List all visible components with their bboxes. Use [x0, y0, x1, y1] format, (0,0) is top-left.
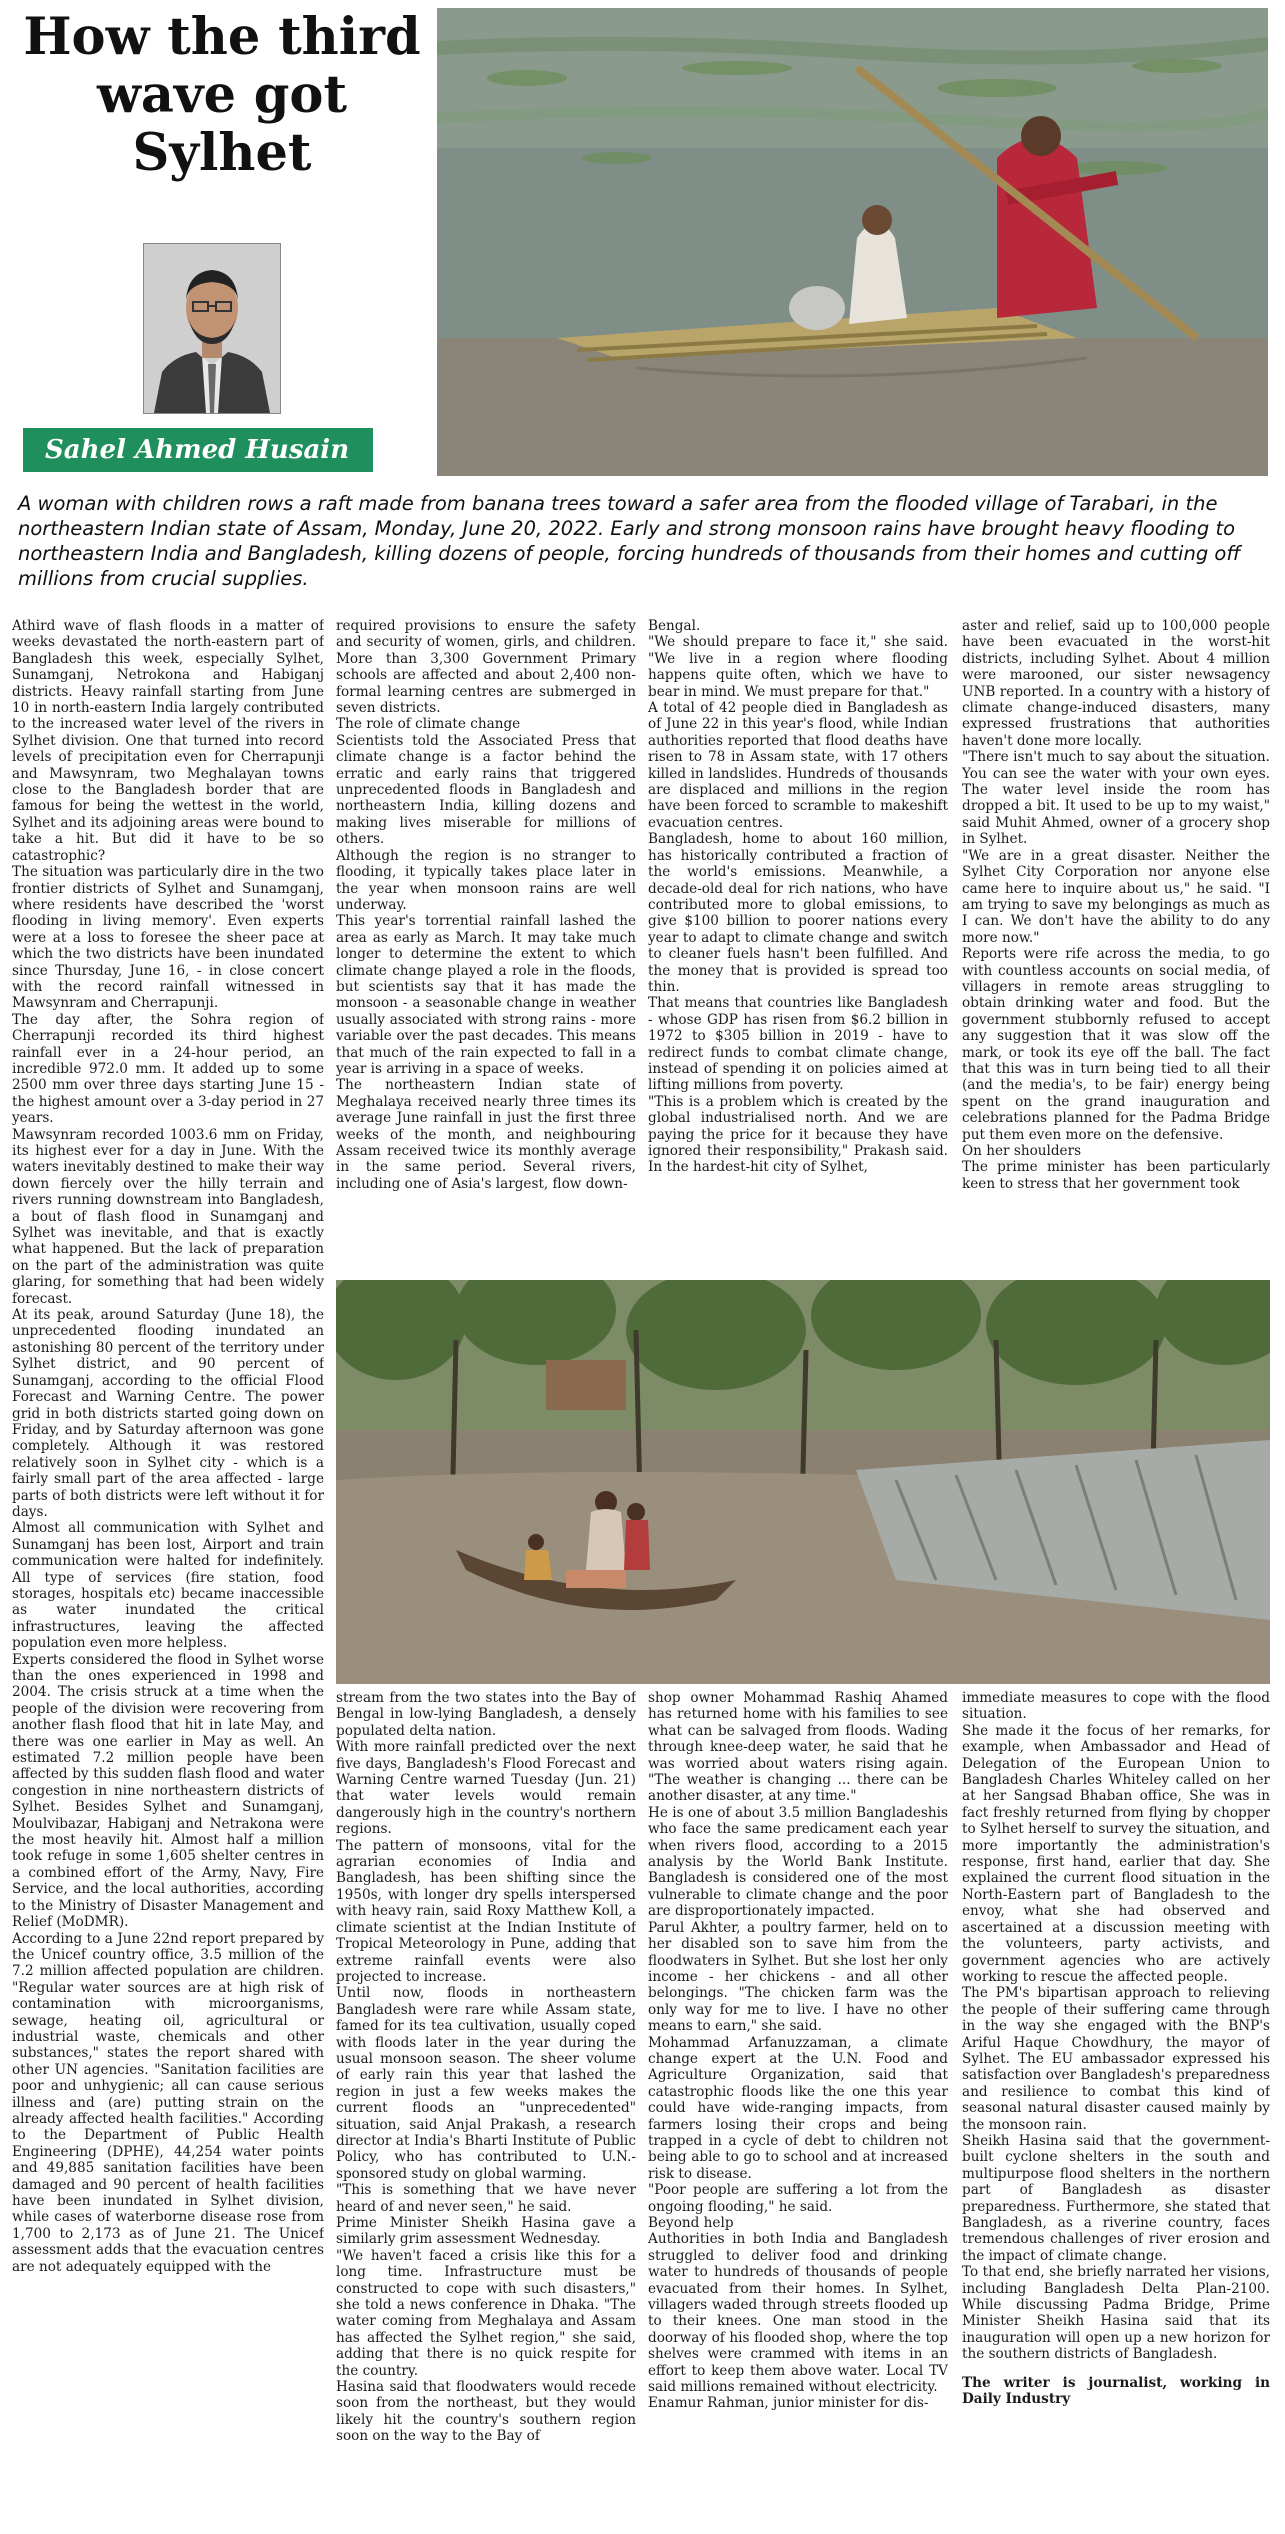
- flooded-village-photo: [336, 1280, 1270, 1684]
- paragraph: "We are in a great disaster. Neither the Sylhet City Corporation nor anyone else came here to inquire about us," he said. "I am trying to save my belongings as much as I can. We don't have the ability to do any more now.": [962, 847, 1270, 946]
- paragraph: Athird wave of flash floods in a matter of weeks devastated the north-eastern part of Bangladesh this week, especially Sylhet, Sunamganj, Netrokona and Habiganj districts. Heavy rainfall starting from June 10 in north-eastern India largely contributed to the increased water level of the rivers in Sylhet division. One that turned into record levels of precipitation even for Cherrapunji and Mawsynram, two Meghalayan towns close to the Bangladesh border that are famous for being the wettest in the world, Sylhet and its adjoining areas were bound to take a hit. But did it have to be so catastrophic?: [12, 618, 324, 864]
- paragraph: "We should prepare to face it," she said. "We live in a region where flooding happens quite often, which we have to bear in mind. We must prepare for that.": [648, 634, 948, 700]
- paragraph: Experts considered the flood in Sylhet worse than the ones experienced in 1998 and 2004. The crisis struck at a time when the people of the division were recovering from another flash flood that hit in late May, and there was one earlier in May as well. An estimated 7.2 million people have been affected by this sudden flash flood and water congestion in nine northeastern districts of Sylhet. Besides Sylhet and Sunamganj, Moulvibazar, Habiganj and Netrakona were the most heavily hit. Almost half a million took refuge in some 1,605 shelter centres in a combined effort of the Army, Navy, Fire Service, and the local authorities, according to the Ministry of Disaster Management and Relief (MoDMR).: [12, 1651, 324, 1931]
- paragraph: The day after, the Sohra region of Cherrapunji recorded its third highest rainfall ever in a 24-hour period, an incredible 972.0 mm. It added up to some 2500 mm over three days starting June 15 - the highest amount over a 3-day period in 27 years.: [12, 1011, 324, 1127]
- paragraph: At its peak, around Saturday (June 18), the unprecedented flooding inundated an astonishing 80 percent of the territory under Sylhet district, and 90 percent of Sunamganj, according to the official Flood Forecast and Warning Centre. The power grid in both districts started going down on Friday, and by Saturday afternoon was gone completely. Although it was restored relatively soon in Sylhet city - which is a fairly small part of the area affected - large parts of both districts were left without it for days.: [12, 1307, 324, 1520]
- paragraph: The northeastern Indian state of Meghalaya received nearly three times its average June rainfall in just the first three weeks of the month, and neighbouring Assam received twice its monthly average in the same period. Several rivers, including one of Asia's largest, flow down-: [336, 1077, 636, 1192]
- paragraph: Reports were rife across the media, to go with countless accounts on social media, of villagers in remote areas struggling to obtain drinking water and food. But the government stubbornly refused to accept any suggestion that it was slow off the mark, or took its eye off the ball. The fact that this was in turn being tied to all their (and the media's, to be fair) energy being spent on the grand inauguration and celebrations planned for the Padma Bridge put them even more on the defensive.: [962, 946, 1270, 1143]
- headline: How the third wave got Sylhet: [23, 7, 421, 183]
- paragraph: stream from the two states into the Bay of Bengal in low-lying Bangladesh, a densely populated delta nation.: [336, 1690, 636, 1739]
- paragraph: To that end, she briefly narrated her visions, including Bangladesh Delta Plan-2100. While discussing Padma Bridge, Prime Minister Sheikh Hasina said that its inauguration will open up a new horizon for the southern districts of Bangladesh.: [962, 2264, 1270, 2363]
- paragraph: Sheikh Hasina said that the government-built cyclone shelters in the south and multipurpose flood shelters in the northern part of Bangladesh as disaster preparedness. Furthermore, she stated that Bangladesh, as a riverine country, faces tremendous challenges of river erosion and the impact of climate change.: [962, 2132, 1270, 2264]
- paragraph: With more rainfall predicted over the next five days, Bangladesh's Flood Forecast and Warning Centre warned Tuesday (Jun. 21) that water levels would remain dangerously high in the country's northern regions.: [336, 1739, 636, 1838]
- author-note: The writer is journalist, working in Daily Industry: [962, 2374, 1270, 2408]
- paragraph: "We haven't faced a crisis like this for a long time. Infrastructure must be constructed to cope with such disasters," she told a news conference in Dhaka. "The water coming from Meghalaya and Assam has affected the Sylhet region," she said, adding that there is no quick respite for the country.: [336, 2247, 636, 2379]
- paragraph: Mohammad Arfanuzzaman, a climate change expert at the U.N. Food and Agriculture Organization, said that catastrophic floods like the one this year could have wide-ranging impacts, from farmers losing their crops and being trapped in a cycle of debt to children not being able to go to school and at increased risk to disease.: [648, 2034, 948, 2182]
- paragraph: Although the region is no stranger to flooding, it typically takes place later in the year when monsoon rains are well underway.: [336, 847, 636, 913]
- paragraph: According to a June 22nd report prepared by the Unicef country office, 3.5 million of the 7.2 million affected population are children. "Regular water sources are at high risk of contamination with microorganisms, sewage, heating oil, agricultural or industrial waste, chemicals and other substances," states the report shared with other UN agencies. "Sanitation facilities are poor and unhygienic; all can cause serious illness and (are) putting strain on the already affected health facilities." According to the Department of Public Health Engineering (DPHE), 44,254 water points and 49,885 sanitation facilities have been damaged and 90 percent of health facilities have been inundated in Sylhet division, while cases of waterborne disease rose from 1,700 to 2,173 as of June 21. The Unicef assessment adds that the evacuation centres are not adequately equipped with the: [12, 1930, 324, 2275]
- subheading: Beyond help: [648, 2215, 734, 2231]
- paragraph: This year's torrential rainfall lashed the area as early as March. It may take much longer to determine the extent to which climate change played a role in the floods, but scientists say that it has made the monsoon - a seasonable change in weather usually associated with strong rains - more variable over the past decades. This means that much of the rain expected to fall in a year is arriving in a space of weeks.: [336, 913, 636, 1077]
- paragraph: "This is a problem which is created by the global industrialised north. And we are paying the price for it because they have ignored their responsibility," Prakash said. In the hardest-hit city of Sylhet,: [648, 1093, 948, 1176]
- flood-raft-photo: [437, 8, 1268, 476]
- paragraph: Until now, floods in northeastern Bangladesh were rare while Assam state, famed for its tea cultivation, usually coped with floods later in the year during the usual monsoon season. The sheer volume of early rain this year that lashed the region in just a few weeks makes the current floods an "unprecedented" situation, said Anjal Prakash, a research director at India's Bharti Institute of Public Policy, who has contributed to U.N.-sponsored study on global warming.: [336, 1985, 636, 2182]
- paragraph: The pattern of monsoons, vital for the agrarian economies of India and Bangladesh, has been shifting since the 1950s, with longer dry spells interspersed with heavy rain, said Roxy Matthew Koll, a climate scientist at the Indian Institute of Tropical Meteorology in Pune, adding that extreme rainfall events were also projected to increase.: [336, 1837, 636, 1985]
- paragraph: He is one of about 3.5 million Bangladeshis who face the same predicament each year when rivers flood, according to a 2015 analysis by the World Bank Institute. Bangladesh is considered one of the most vulnerable to climate change and the poor are disproportionately impacted.: [648, 1804, 948, 1920]
- paragraph: Prime Minister Sheikh Hasina gave a similarly grim assessment Wednesday.: [336, 2215, 636, 2248]
- subheading: The role of climate change: [336, 716, 521, 733]
- paragraph: Bengal.: [648, 618, 701, 634]
- paragraph: required provisions to ensure the safety and security of women, girls, and children. More than 3,300 Government Primary schools are affected and about 2,400 non-formal learning centres are submerged in seven districts.: [336, 618, 636, 717]
- paragraph: Hasina said that floodwaters would recede soon from the northeast, but they would likely hit the country's southern region soon on the way to the Bay of: [336, 2379, 636, 2445]
- paragraph: The prime minister has been particularly keen to stress that her government took: [962, 1159, 1270, 1192]
- article-column-4: [962, 618, 1270, 1273]
- paragraph: Mawsynram recorded 1003.6 mm on Friday, its highest ever for a day in June. With the waters inevitably destined to make their way down fiercely over the hilly terrain and rivers running downstream into Bangladesh, a bout of flash flood in Sunamganj and Sylhet was inevitable, and that is exactly what happened. But the lack of preparation on the part of the administration was quite glaring, for something that had been widely forecast.: [12, 1126, 324, 1307]
- article-column-2: [336, 618, 636, 1273]
- paragraph: immediate measures to cope with the flood situation.: [962, 1690, 1270, 1723]
- paragraph: "This is something that we have never heard of and never seen," he said.: [336, 2182, 636, 2215]
- paragraph: Almost all communication with Sylhet and Sunamganj has been lost, Airport and train communication were halted for indefinitely. All type of services (fire station, food storages, hospitals etc) became inaccessible as water inundated the critical infrastructures, leaving the affected population even more helpless.: [12, 1520, 324, 1652]
- article-column-4-continued: [962, 1690, 1270, 2534]
- byline: Sahel Ahmed Husain: [23, 428, 373, 472]
- article-column-1: [12, 618, 324, 2534]
- paragraph: aster and relief, said up to 100,000 people have been evacuated in the worst-hit districts, including Sylhet. About 4 million were marooned, our sister newsagency UNB reported. In a country with a history of climate change-induced disasters, many expressed frustrations that authorities haven't done more locally.: [962, 618, 1270, 749]
- paragraph: Scientists told the Associated Press that climate change is a factor behind the erratic and early rains that triggered unprecedented floods in Bangladesh and northeastern India, killing dozens and making lives miserable for millions of others.: [336, 732, 636, 848]
- paragraph: She made it the focus of her remarks, for example, when Ambassador and Head of Delegation of the European Union to Bangladesh Charles Whiteley called on her at her Sangsad Bhaban office, She was in fact freshly returned from flying by chopper to Sylhet herself to survey the situation, and more importantly the administration's response, first hand, earlier that day. She explained the current flood situation in the North-Eastern part of Bangladesh to the envoy, what she had observed and ascertained at a discussion meeting with the volunteers, party activists, and government agencies who are actively working to rescue the affected people.: [962, 1722, 1270, 1985]
- article-column-3-continued: [648, 1690, 948, 2534]
- subheading: On her shoulders: [962, 1143, 1082, 1159]
- paragraph: Parul Akhter, a poultry farmer, held on to her disabled son to save him from the floodwaters in Sylhet. But she lost her only income - her chickens - and all other belongings. "The chicken farm was the only way for me to live. I have no other means to earn," she said.: [648, 1919, 948, 2035]
- paragraph: That means that countries like Bangladesh - whose GDP has risen from $6.2 billion in 1972 to $305 billion in 2019 - have to redirect funds to combat climate change, instead of spending it on policies aimed at lifting millions from poverty.: [648, 995, 948, 1094]
- paragraph: Bangladesh, home to about 160 million, has historically contributed a fraction of the world's emissions. Meanwhile, a decade-old deal for rich nations, who have contributed more to global emissions, to give $100 billion to poorer nations every year to adapt to climate change and switch to cleaner fuels hasn't been fulfilled. And the money that is provided is spread too thin.: [648, 831, 948, 995]
- paragraph: shop owner Mohammad Rashiq Ahamed has returned home with his families to see what can be salvaged from floods. Wading through knee-deep water, he said that he was worried about waters rising again. "The weather is changing ... there can be another disaster, at any time.": [648, 1690, 948, 1805]
- photo-caption: A woman with children rows a raft made from banana trees toward a safer area from the flooded village of Tarabari, in the northeastern Indian state of Assam, Monday, June 20, 2022. Early and strong monsoon rains have brought heavy flooding to northeastern India and Bangladesh, killing dozens of people, forcing hundreds of thousands from their homes and cutting off millions from crucial supplies.: [18, 492, 1241, 590]
- paragraph: "Poor people are suffering a lot from the ongoing flooding," he said.: [648, 2182, 948, 2215]
- article-column-3: [648, 618, 948, 1273]
- paragraph: Authorities in both India and Bangladesh struggled to deliver food and drinking water to hundreds of thousands of people evacuated from their homes. In Sylhet, villagers waded through streets flooded up to their knees. One man stood in the doorway of his flooded shop, where the top shelves were crammed with items in an effort to keep them above water. Local TV said millions remained without electricity.: [648, 2231, 948, 2396]
- paragraph: The situation was particularly dire in the two frontier districts of Sylhet and Sunamganj, where residents have described the 'worst flooding in living memory'. Even experts were at a loss to foresee the sheer pace at which the two districts have been inundated since Thursday, June 16, - in close concert with the record rainfall witnessed in Mawsynram and Cherrapunji.: [12, 864, 324, 1012]
- paragraph: The PM's bipartisan approach to relieving the people of their suffering came through in the way she engaged with the BNP's Ariful Haque Chowdhury, the mayor of Sylhet. The EU ambassador expressed his satisfaction over Bangladesh's preparedness and resilience to combat this kind of seasonal natural disaster caused mainly by the monsoon rain.: [962, 1985, 1270, 2133]
- paragraph: A total of 42 people died in Bangladesh as of June 22 in this year's flood, while Indian authorities reported that flood deaths have risen to 78 in Assam state, with 17 others killed in landslides. Hundreds of thousands are displaced and millions in the region have been forced to scramble to makeshift evacuation centres.: [648, 700, 948, 831]
- paragraph: Enamur Rahman, junior minister for dis-: [648, 2395, 929, 2412]
- author-portrait: [143, 243, 281, 414]
- article-column-2-continued: [336, 1690, 636, 2534]
- paragraph: "There isn't much to say about the situation. You can see the water with your own eyes. The water level inside the room has dropped a bit. It used to be up to my waist," said Muhit Ahmed, owner of a grocery shop in Sylhet.: [962, 749, 1270, 848]
